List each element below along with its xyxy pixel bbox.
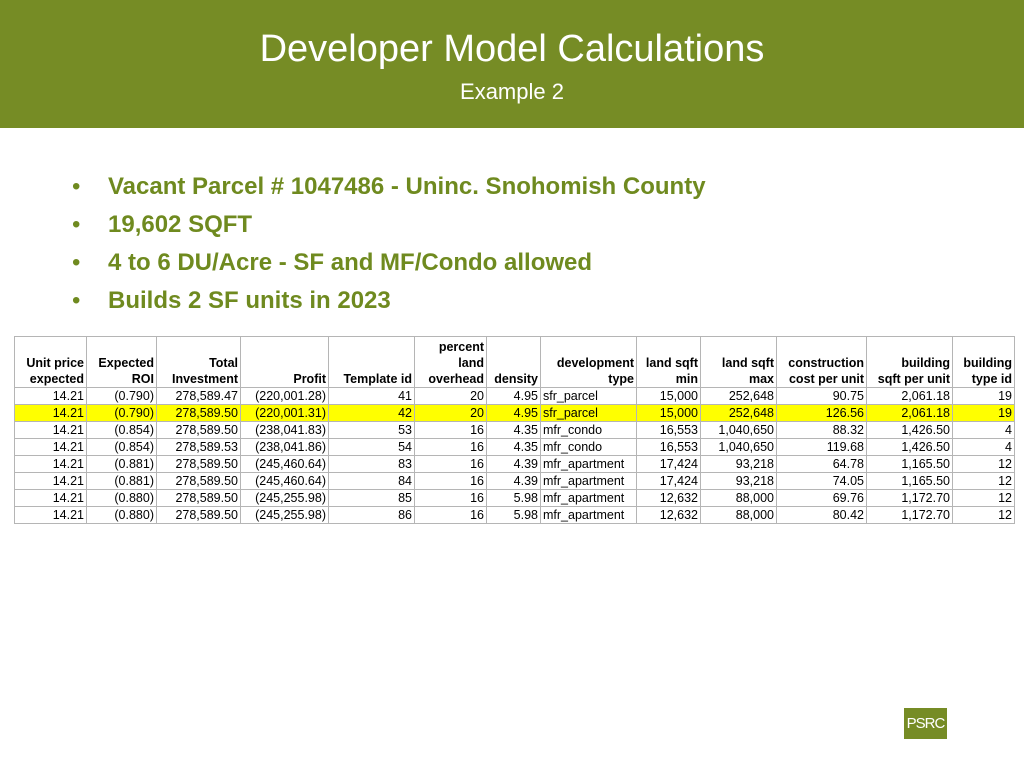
table-cell: 16: [415, 456, 487, 473]
table-row: [15, 439, 1015, 456]
table-cell: 278,589.50: [157, 422, 241, 439]
table-cell: (245,255.98): [241, 490, 329, 507]
bullet-text: Vacant Parcel # 1047486 - Uninc. Snohomish County: [108, 173, 706, 200]
table-body: [15, 388, 1015, 524]
table-cell: 12,632: [637, 490, 701, 507]
table-cell: 119.68: [777, 439, 867, 456]
bullet-dot-icon: •: [72, 287, 81, 314]
table-cell: 16,553: [637, 422, 701, 439]
table-cell: 19: [953, 388, 1015, 405]
table-cell: 17,424: [637, 473, 701, 490]
table-cell: 14.21: [15, 422, 87, 439]
column-header: Total Investment: [157, 337, 241, 388]
table-cell: 19: [953, 405, 1015, 422]
calculation-table: [14, 336, 1015, 524]
table-row: [15, 473, 1015, 490]
table-cell: (0.881): [87, 473, 157, 490]
table-cell: 16: [415, 473, 487, 490]
table-cell: (245,460.64): [241, 473, 329, 490]
slide-title: Developer Model Calculations: [259, 28, 765, 70]
table-cell: 4.35: [487, 422, 541, 439]
table-cell: (238,041.86): [241, 439, 329, 456]
table-header-row: [15, 337, 1015, 388]
bullet-text: 4 to 6 DU/Acre - SF and MF/Condo allowed: [108, 249, 593, 276]
table-cell: 4.35: [487, 439, 541, 456]
table-cell: 4.95: [487, 388, 541, 405]
table-cell: 86: [329, 507, 415, 524]
table-cell: mfr_condo: [541, 439, 637, 456]
table-cell: 12: [953, 473, 1015, 490]
table-cell: (0.880): [87, 490, 157, 507]
table-cell: 14.21: [15, 490, 87, 507]
table-cell: 4.39: [487, 473, 541, 490]
header-bar: [0, 0, 1024, 128]
table-cell: 5.98: [487, 490, 541, 507]
table-cell: (0.881): [87, 456, 157, 473]
column-header: building sqft per unit: [867, 337, 953, 388]
table-cell: 83: [329, 456, 415, 473]
table-cell: 16: [415, 439, 487, 456]
bullet-dot-icon: •: [72, 211, 81, 238]
column-header: land sqft min: [637, 337, 701, 388]
table-row: [15, 490, 1015, 507]
table-row: [15, 388, 1015, 405]
table-cell: 278,589.50: [157, 490, 241, 507]
table-cell: sfr_parcel: [541, 388, 637, 405]
table-row: [15, 456, 1015, 473]
table-cell: (220,001.28): [241, 388, 329, 405]
table-cell: 126.56: [777, 405, 867, 422]
table-cell: (245,255.98): [241, 507, 329, 524]
table-cell: (220,001.31): [241, 405, 329, 422]
slide-subtitle: Example 2: [460, 79, 564, 104]
table-cell: (238,041.83): [241, 422, 329, 439]
table-cell: mfr_condo: [541, 422, 637, 439]
table-cell: sfr_parcel: [541, 405, 637, 422]
table-cell: mfr_apartment: [541, 456, 637, 473]
table-cell: 12,632: [637, 507, 701, 524]
table-cell: 14.21: [15, 405, 87, 422]
table-cell: 4.39: [487, 456, 541, 473]
table-cell: 88.32: [777, 422, 867, 439]
table-cell: 14.21: [15, 473, 87, 490]
column-header: land sqft max: [701, 337, 777, 388]
table-cell: 53: [329, 422, 415, 439]
table-cell: 2,061.18: [867, 388, 953, 405]
table-cell: 4: [953, 439, 1015, 456]
table-cell: 278,589.50: [157, 405, 241, 422]
table-cell: 17,424: [637, 456, 701, 473]
table-cell: (0.790): [87, 388, 157, 405]
table-cell: 90.75: [777, 388, 867, 405]
table-cell: 252,648: [701, 388, 777, 405]
bullet-item: [72, 168, 706, 206]
table-cell: 20: [415, 405, 487, 422]
table-cell: (0.854): [87, 422, 157, 439]
table-cell: 14.21: [15, 456, 87, 473]
column-header: construction cost per unit: [777, 337, 867, 388]
column-header: Unit price expected: [15, 337, 87, 388]
column-header: development type: [541, 337, 637, 388]
table-row: [15, 507, 1015, 524]
table-cell: 84: [329, 473, 415, 490]
psrc-logo: PSRC: [904, 708, 947, 739]
table-cell: 1,426.50: [867, 439, 953, 456]
bullet-item: [72, 282, 706, 320]
table-cell: 1,165.50: [867, 456, 953, 473]
table-cell: 16: [415, 422, 487, 439]
table-cell: 54: [329, 439, 415, 456]
bullet-dot-icon: •: [72, 249, 81, 276]
bullet-item: [72, 206, 706, 244]
table-cell: 1,165.50: [867, 473, 953, 490]
table-cell: 1,172.70: [867, 490, 953, 507]
bullet-dot-icon: •: [72, 173, 81, 200]
table-cell: 2,061.18: [867, 405, 953, 422]
table-cell: 88,000: [701, 490, 777, 507]
table-cell: (0.880): [87, 507, 157, 524]
table-cell: 278,589.53: [157, 439, 241, 456]
table-cell: 12: [953, 490, 1015, 507]
table-cell: 74.05: [777, 473, 867, 490]
table-cell: 1,426.50: [867, 422, 953, 439]
table-cell: mfr_apartment: [541, 507, 637, 524]
table-cell: 14.21: [15, 439, 87, 456]
table-cell: 16,553: [637, 439, 701, 456]
table-cell: 88,000: [701, 507, 777, 524]
table-cell: 278,589.50: [157, 456, 241, 473]
column-header: building type id: [953, 337, 1015, 388]
table-cell: (245,460.64): [241, 456, 329, 473]
table-cell: 278,589.50: [157, 507, 241, 524]
table-cell: 14.21: [15, 507, 87, 524]
column-header: Expected ROI: [87, 337, 157, 388]
table-cell: 1,040,650: [701, 422, 777, 439]
table-cell: 1,172.70: [867, 507, 953, 524]
table-cell: 20: [415, 388, 487, 405]
table-cell: 41: [329, 388, 415, 405]
table-cell: 93,218: [701, 456, 777, 473]
bullet-list: [72, 168, 706, 320]
table-cell: 252,648: [701, 405, 777, 422]
column-header: Profit: [241, 337, 329, 388]
table-cell: 16: [415, 490, 487, 507]
table-cell: 278,589.50: [157, 473, 241, 490]
table-cell: 12: [953, 507, 1015, 524]
table-header: [15, 337, 1015, 388]
table-cell: 69.76: [777, 490, 867, 507]
table-cell: 80.42: [777, 507, 867, 524]
table-cell: 64.78: [777, 456, 867, 473]
table-cell: (0.854): [87, 439, 157, 456]
table-cell: 5.98: [487, 507, 541, 524]
table-cell: 4: [953, 422, 1015, 439]
table-cell: 12: [953, 456, 1015, 473]
column-header: percent land overhead: [415, 337, 487, 388]
table-row: [15, 405, 1015, 422]
table-cell: (0.790): [87, 405, 157, 422]
table-cell: 85: [329, 490, 415, 507]
table-cell: 42: [329, 405, 415, 422]
table-cell: 15,000: [637, 405, 701, 422]
table-cell: mfr_apartment: [541, 473, 637, 490]
bullet-text: Builds 2 SF units in 2023: [108, 287, 391, 314]
table-cell: 4.95: [487, 405, 541, 422]
table-cell: 14.21: [15, 388, 87, 405]
table-cell: 15,000: [637, 388, 701, 405]
table-cell: mfr_apartment: [541, 490, 637, 507]
table-cell: 278,589.47: [157, 388, 241, 405]
table-cell: 16: [415, 507, 487, 524]
column-header: Template id: [329, 337, 415, 388]
bullet-item: [72, 244, 706, 282]
bullet-text: 19,602 SQFT: [108, 211, 253, 238]
column-header: density: [487, 337, 541, 388]
table-cell: 93,218: [701, 473, 777, 490]
table-cell: 1,040,650: [701, 439, 777, 456]
table-row: [15, 422, 1015, 439]
